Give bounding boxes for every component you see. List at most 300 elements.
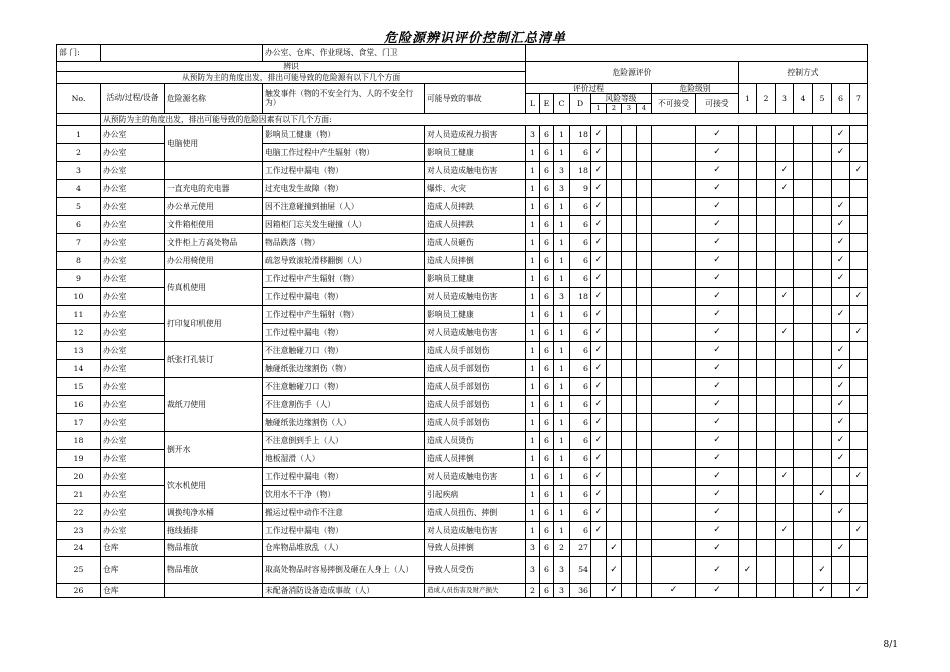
control-cell-1	[739, 252, 757, 270]
risk-grade-cell	[607, 198, 622, 216]
value-D: 6	[570, 306, 591, 324]
risk-grade-cell	[607, 216, 622, 234]
acceptable-cell: ✓	[696, 414, 739, 432]
control-cell-4	[794, 216, 813, 234]
activity-cell: 办公室	[101, 252, 165, 270]
risk-grade-cell	[622, 180, 637, 198]
value-L: 1	[526, 180, 540, 198]
control-cell-5	[813, 432, 832, 450]
risk-grade-cell: ✓	[591, 468, 607, 486]
acceptable-cell: ✓	[696, 450, 739, 468]
value-D: 6	[570, 486, 591, 504]
control-cell-3: ✓	[776, 324, 794, 342]
control-cell-2	[757, 270, 776, 288]
unacceptable-cell	[652, 324, 696, 342]
accident-cell: 造成人员摔倒	[425, 450, 526, 468]
control-cell-6: ✓	[832, 342, 850, 360]
value-L: 3	[526, 540, 540, 557]
control-cell-2	[757, 360, 776, 378]
value-L: 1	[526, 306, 540, 324]
value-L: 1	[526, 504, 540, 522]
acceptable-cell: ✓	[696, 234, 739, 252]
value-D: 9	[570, 180, 591, 198]
dept-label: 部 门:	[57, 45, 101, 62]
accident-cell: 影响员工健康	[425, 306, 526, 324]
control-cell-2	[757, 216, 776, 234]
control-cell-7: ✓	[850, 288, 868, 306]
value-C: 1	[554, 396, 570, 414]
risk-grade-cell: ✓	[591, 522, 607, 540]
control-cell-7	[850, 360, 868, 378]
trigger-cell: 仓库物品堆放乱（人）	[263, 540, 425, 557]
col-C: C	[554, 94, 570, 114]
control-cell-1	[739, 414, 757, 432]
risk-grade-cell	[637, 486, 652, 504]
control-cell-7: ✓	[850, 522, 868, 540]
value-L: 1	[526, 522, 540, 540]
value-E: 6	[540, 414, 554, 432]
control-cell-4	[794, 162, 813, 180]
control-cell-4	[794, 180, 813, 198]
control-cell-1	[739, 468, 757, 486]
control-cell-3	[776, 234, 794, 252]
unacceptable-cell	[652, 432, 696, 450]
trigger-cell: 不注意触碰刀口（物）	[263, 342, 425, 360]
risk-grade-cell: ✓	[591, 360, 607, 378]
activity-cell: 办公室	[101, 126, 165, 144]
risk-grade-cell: ✓	[607, 584, 622, 598]
table-row	[57, 216, 868, 234]
value-L: 2	[526, 584, 540, 598]
activity-cell: 办公室	[101, 216, 165, 234]
value-D: 6	[570, 324, 591, 342]
value-C: 1	[554, 522, 570, 540]
value-C: 1	[554, 504, 570, 522]
accident-cell: 造成人员手部划伤	[425, 360, 526, 378]
row-number: 13	[57, 342, 101, 360]
acceptable-cell: ✓	[696, 324, 739, 342]
risk-grade-cell	[622, 378, 637, 396]
control-cell-2	[757, 324, 776, 342]
risk-grade-cell	[622, 540, 637, 557]
value-D: 6	[570, 468, 591, 486]
acceptable-cell: ✓	[696, 126, 739, 144]
risk-grade-cell	[637, 126, 652, 144]
row-number: 1	[57, 126, 101, 144]
control-cell-1	[739, 198, 757, 216]
risk-grade-cell	[622, 144, 637, 162]
accident-cell: 对人员造成触电伤害	[425, 324, 526, 342]
identify-header: 辨识	[57, 62, 526, 72]
value-C: 1	[554, 468, 570, 486]
trigger-cell: 过充电发生故障（物）	[263, 180, 425, 198]
acceptable-cell: ✓	[696, 342, 739, 360]
control-cell-7	[850, 450, 868, 468]
trigger-cell: 触碰纸张边缘割伤（人）	[263, 414, 425, 432]
control-cell-4	[794, 270, 813, 288]
unacceptable-cell	[652, 360, 696, 378]
risk-grade-cell	[637, 180, 652, 198]
value-L: 1	[526, 288, 540, 306]
control-cell-3	[776, 378, 794, 396]
control-cell-6: ✓	[832, 504, 850, 522]
row-number: 14	[57, 360, 101, 378]
ctrl-num-5: 5	[813, 84, 832, 114]
risk-grade-cell	[637, 584, 652, 598]
control-cell-3	[776, 584, 794, 598]
hazard-name-cell: 打印复印机使用	[165, 306, 263, 342]
table-row	[57, 504, 868, 522]
value-L: 1	[526, 468, 540, 486]
risk-grade-cell	[637, 504, 652, 522]
trigger-cell: 电脑工作过程中产生辐射（物）	[263, 144, 425, 162]
value-E: 6	[540, 126, 554, 144]
trigger-cell: 不注意倒到手上（人）	[263, 432, 425, 450]
control-cell-4	[794, 504, 813, 522]
trigger-cell: 工作过程中漏电（物）	[263, 288, 425, 306]
risk-grade-cell: ✓	[591, 180, 607, 198]
value-E: 6	[540, 144, 554, 162]
control-cell-2	[757, 432, 776, 450]
control-cell-1	[739, 432, 757, 450]
risk-grade-cell	[622, 288, 637, 306]
row-number: 20	[57, 468, 101, 486]
value-L: 1	[526, 414, 540, 432]
control-cell-6: ✓	[832, 126, 850, 144]
control-cell-4	[794, 522, 813, 540]
risk-grade-cell: ✓	[591, 432, 607, 450]
acceptable-cell: ✓	[696, 584, 739, 598]
value-D: 6	[570, 198, 591, 216]
risk-grade-cell	[607, 522, 622, 540]
control-cell-7	[850, 234, 868, 252]
table-row	[57, 432, 868, 450]
evaluation-header: 危险源评价	[526, 62, 739, 84]
control-cell-5	[813, 468, 832, 486]
hazard-name-cell: 办公用椅使用	[165, 252, 263, 270]
activity-cell: 办公室	[101, 162, 165, 180]
control-cell-3	[776, 306, 794, 324]
trigger-cell: 搬运过程中动作不注意	[263, 504, 425, 522]
control-cell-6	[832, 288, 850, 306]
risk-grade-cell: ✓	[591, 396, 607, 414]
trigger-cell: 触碰纸张边缘割伤（物）	[263, 360, 425, 378]
trigger-cell: 取高处物品时容易摔倒及砸在人身上（人）	[263, 557, 425, 584]
accident-cell: 对人员造成视力损害	[425, 126, 526, 144]
value-D: 6	[570, 414, 591, 432]
control-cell-4	[794, 234, 813, 252]
value-D: 18	[570, 162, 591, 180]
value-D: 18	[570, 126, 591, 144]
risk-grade-cell	[622, 234, 637, 252]
risk-grade-cell: ✓	[591, 414, 607, 432]
value-E: 6	[540, 234, 554, 252]
control-cell-3: ✓	[776, 288, 794, 306]
control-cell-5	[813, 414, 832, 432]
risk-grade-cell	[607, 360, 622, 378]
risk-grade-cell	[622, 342, 637, 360]
table-row	[57, 126, 868, 144]
row-number: 25	[57, 557, 101, 584]
row-number: 16	[57, 396, 101, 414]
ctrl-num-4: 4	[794, 84, 813, 114]
table-row	[57, 198, 868, 216]
control-cell-1	[739, 396, 757, 414]
control-cell-1	[739, 486, 757, 504]
control-cell-7	[850, 396, 868, 414]
row-number: 26	[57, 584, 101, 598]
activity-cell: 办公室	[101, 450, 165, 468]
risk-grade-cell	[622, 504, 637, 522]
control-cell-3	[776, 252, 794, 270]
risk-grade-cell: ✓	[591, 162, 607, 180]
value-E: 6	[540, 378, 554, 396]
value-D: 6	[570, 342, 591, 360]
value-L: 3	[526, 557, 540, 584]
grade-1: 1	[591, 104, 607, 114]
unacceptable-header: 不可接受	[652, 94, 696, 114]
table-row	[57, 522, 868, 540]
acceptable-cell: ✓	[696, 306, 739, 324]
value-D: 6	[570, 522, 591, 540]
risk-grade-cell	[591, 584, 607, 598]
accident-cell: 造成人员摔跌	[425, 216, 526, 234]
risk-grade-cell	[637, 360, 652, 378]
risk-grade-cell	[622, 414, 637, 432]
risk-grade-cell	[607, 324, 622, 342]
value-C: 1	[554, 360, 570, 378]
no-header: No.	[57, 84, 101, 114]
control-cell-3: ✓	[776, 162, 794, 180]
acceptable-cell: ✓	[696, 540, 739, 557]
control-cell-7	[850, 144, 868, 162]
control-cell-4	[794, 396, 813, 414]
activity-cell: 办公室	[101, 486, 165, 504]
control-cell-7	[850, 486, 868, 504]
control-cell-2	[757, 342, 776, 360]
hazard-name-cell: 调换纯净水桶	[165, 504, 263, 522]
value-D: 6	[570, 432, 591, 450]
value-E: 6	[540, 306, 554, 324]
control-cell-2	[757, 414, 776, 432]
unacceptable-cell	[652, 234, 696, 252]
table-row	[57, 557, 868, 584]
risk-grade-cell: ✓	[607, 557, 622, 584]
row-number: 19	[57, 450, 101, 468]
acceptable-cell: ✓	[696, 396, 739, 414]
risk-grade-cell	[637, 396, 652, 414]
value-E: 6	[540, 584, 554, 598]
value-L: 1	[526, 396, 540, 414]
table-row	[57, 584, 868, 598]
risk-grade-cell	[607, 504, 622, 522]
value-E: 6	[540, 468, 554, 486]
grade-4: 4	[637, 104, 652, 114]
risk-grade-cell	[607, 270, 622, 288]
ctrl-num-2: 2	[757, 84, 776, 114]
control-cell-6: ✓	[832, 198, 850, 216]
hazard-name-cell: 传真机使用	[165, 270, 263, 306]
control-cell-5	[813, 324, 832, 342]
control-cell-7	[850, 216, 868, 234]
value-E: 6	[540, 450, 554, 468]
risk-grade-cell	[637, 288, 652, 306]
risk-grade-cell	[607, 342, 622, 360]
control-cell-7	[850, 198, 868, 216]
control-cell-1	[739, 126, 757, 144]
control-cell-7	[850, 270, 868, 288]
control-cell-1	[739, 450, 757, 468]
unacceptable-cell: ✓	[652, 584, 696, 598]
unacceptable-cell	[652, 270, 696, 288]
row-number: 23	[57, 522, 101, 540]
risk-grade-cell	[591, 540, 607, 557]
unacceptable-cell	[652, 162, 696, 180]
value-L: 1	[526, 450, 540, 468]
risk-grade-cell	[622, 324, 637, 342]
control-cell-2	[757, 486, 776, 504]
hazard-name-cell: 文件箱柜使用	[165, 216, 263, 234]
accident-cell: 造成人员烫伤	[425, 432, 526, 450]
ctrl-num-7: 7	[850, 84, 868, 114]
activity-cell: 办公室	[101, 396, 165, 414]
control-cell-1	[739, 216, 757, 234]
control-cell-4	[794, 288, 813, 306]
control-cell-1	[739, 180, 757, 198]
acceptable-cell: ✓	[696, 378, 739, 396]
acceptable-cell: ✓	[696, 162, 739, 180]
activity-cell: 办公室	[101, 144, 165, 162]
control-cell-1	[739, 144, 757, 162]
control-cell-5	[813, 378, 832, 396]
risk-grade-cell	[622, 468, 637, 486]
control-cell-4	[794, 252, 813, 270]
control-cell-3	[776, 540, 794, 557]
accident-cell: 造成人员扭伤、摔倒	[425, 504, 526, 522]
control-cell-3	[776, 396, 794, 414]
hazard-name-cell: 文件柜上方高处物品	[165, 234, 263, 252]
risk-grade-cell: ✓	[591, 378, 607, 396]
value-D: 6	[570, 252, 591, 270]
value-C: 1	[554, 216, 570, 234]
control-cell-7	[850, 252, 868, 270]
risk-grade-cell	[607, 306, 622, 324]
control-cell-2	[757, 162, 776, 180]
table-row	[57, 252, 868, 270]
activity-cell: 办公室	[101, 198, 165, 216]
control-cell-1	[739, 324, 757, 342]
risk-grade-cell	[622, 126, 637, 144]
accident-cell: 影响员工健康	[425, 144, 526, 162]
control-cell-4	[794, 486, 813, 504]
value-C: 1	[554, 126, 570, 144]
trigger-cell: 未配备消防设备造成事故（人）	[263, 584, 425, 598]
value-L: 1	[526, 342, 540, 360]
value-D: 6	[570, 144, 591, 162]
row-number: 6	[57, 216, 101, 234]
risk-grade-cell	[637, 522, 652, 540]
unacceptable-cell	[652, 504, 696, 522]
risk-grade-cell	[622, 584, 637, 598]
unacceptable-cell	[652, 198, 696, 216]
trigger-cell: 不注意触碰刀口（物）	[263, 378, 425, 396]
control-cell-7: ✓	[850, 324, 868, 342]
control-cell-6: ✓	[832, 450, 850, 468]
control-cell-6	[832, 522, 850, 540]
value-D: 6	[570, 504, 591, 522]
risk-grade-header: 风险等级	[591, 94, 652, 104]
value-D: 27	[570, 540, 591, 557]
control-cell-1	[739, 360, 757, 378]
acceptable-cell: ✓	[696, 360, 739, 378]
risk-grade-cell	[637, 324, 652, 342]
acceptable-cell: ✓	[696, 216, 739, 234]
risk-grade-cell	[622, 162, 637, 180]
activity-cell: 办公室	[101, 180, 165, 198]
control-cell-3	[776, 144, 794, 162]
hazard-name-cell: 纸张打孔装订	[165, 342, 263, 378]
control-cell-4	[794, 557, 813, 584]
control-cell-4	[794, 306, 813, 324]
control-cell-4	[794, 540, 813, 557]
value-E: 6	[540, 504, 554, 522]
trigger-header: 触发事件（物的不安全行为、人的不安全行为）	[263, 84, 425, 114]
value-C: 1	[554, 234, 570, 252]
hazard-name-cell: 一直充电的充电器	[165, 180, 263, 198]
grade-3: 3	[622, 104, 637, 114]
value-C: 1	[554, 306, 570, 324]
control-cell-1	[739, 288, 757, 306]
value-E: 6	[540, 270, 554, 288]
control-cell-3: ✓	[776, 522, 794, 540]
value-E: 6	[540, 324, 554, 342]
control-cell-5	[813, 450, 832, 468]
value-L: 1	[526, 252, 540, 270]
trigger-cell: 工作过程中漏电（物）	[263, 468, 425, 486]
risk-grade-cell	[637, 306, 652, 324]
control-cell-1	[739, 270, 757, 288]
row-number: 17	[57, 414, 101, 432]
control-cell-4	[794, 414, 813, 432]
risk-grade-cell	[637, 468, 652, 486]
value-C: 3	[554, 288, 570, 306]
value-E: 6	[540, 198, 554, 216]
control-cell-5	[813, 522, 832, 540]
activity-cell: 办公室	[101, 414, 165, 432]
risk-grade-cell	[607, 378, 622, 396]
row-number: 18	[57, 432, 101, 450]
value-E: 6	[540, 180, 554, 198]
row-number: 4	[57, 180, 101, 198]
control-cell-4	[794, 450, 813, 468]
acceptable-header: 可接受	[696, 94, 739, 114]
risk-grade-cell: ✓	[591, 270, 607, 288]
value-E: 6	[540, 540, 554, 557]
control-cell-6: ✓	[832, 270, 850, 288]
trigger-cell: 疏忽导致滚轮滑移翻倒（人）	[263, 252, 425, 270]
control-cell-5	[813, 198, 832, 216]
acceptable-cell: ✓	[696, 252, 739, 270]
control-cell-3	[776, 557, 794, 584]
control-cell-7	[850, 126, 868, 144]
control-cell-4	[794, 324, 813, 342]
control-cell-1	[739, 540, 757, 557]
accident-cell: 造成人员手部划伤	[425, 396, 526, 414]
accident-cell: 引起疾病	[425, 486, 526, 504]
control-cell-2	[757, 198, 776, 216]
row-number: 9	[57, 270, 101, 288]
risk-grade-cell	[622, 432, 637, 450]
